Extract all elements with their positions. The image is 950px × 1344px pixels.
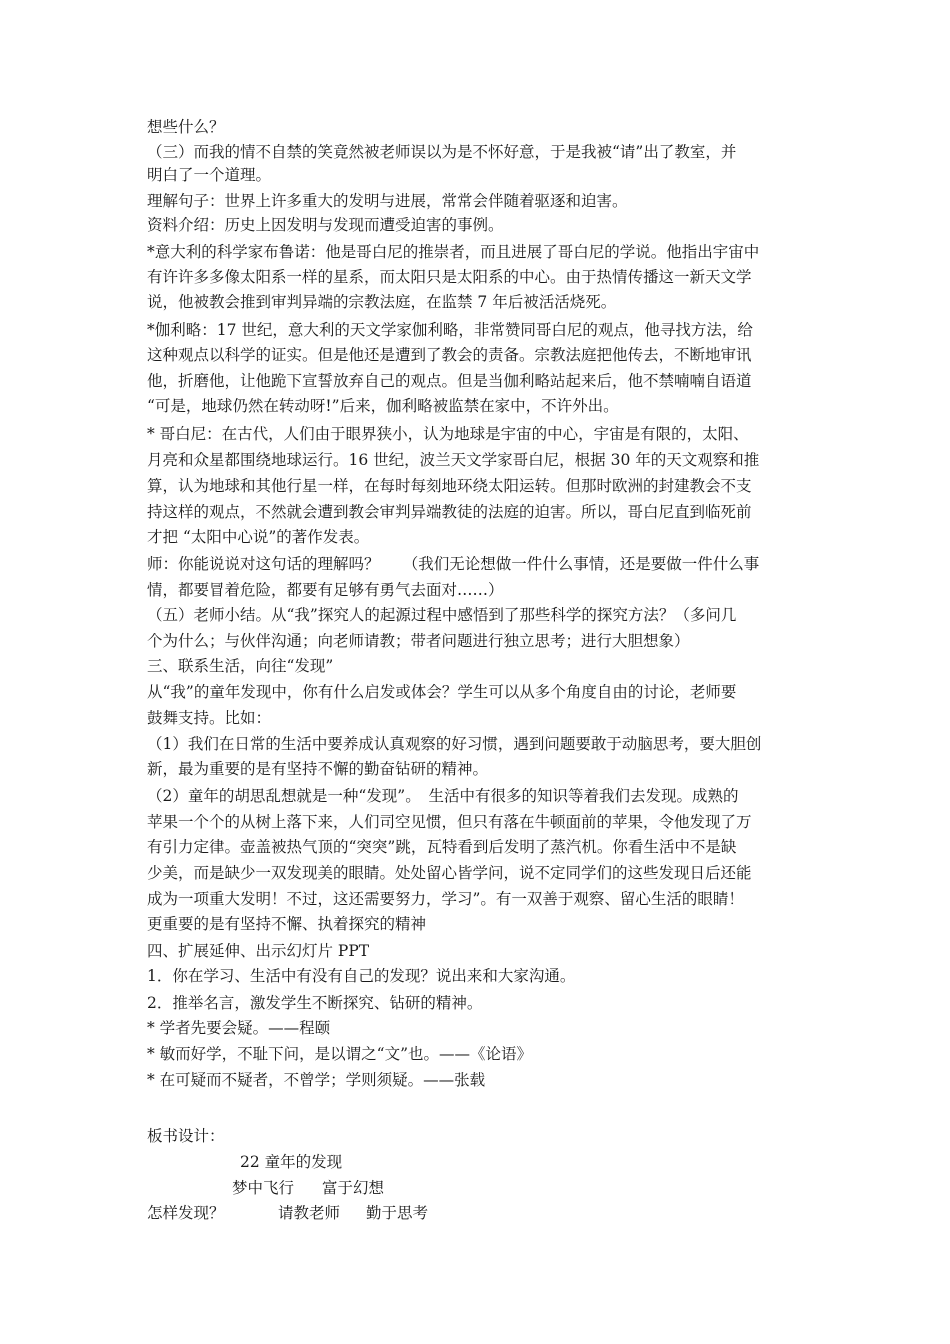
text-line: 算，认为地球和其他行星一样，在每时每刻地环绕太阳运转。但那时欧洲的封建教会不支 — [147, 477, 752, 495]
text-line: 四、扩展延伸、出示幻灯片 PPT — [147, 942, 370, 960]
text-line: * 敏而好学，不耻下问，是以谓之“文”也。——《论语》 — [147, 1045, 533, 1063]
text-line: 明白了一个道理。 — [147, 166, 272, 184]
board-row1-left: 梦中飞行 — [232, 1179, 295, 1197]
text-line: （1）我们在日常的生活中要养成认真观察的好习惯，遇到问题要敢于动脑思考，要大胆创 — [147, 735, 762, 753]
text-line: 少美，而是缺少一双发现美的眼睛。处处留心皆学问，说不定同学们的这些发现日后还能 — [147, 864, 752, 882]
text-line: *意大利的科学家布鲁诺：他是哥白尼的推崇者，而且进展了哥白尼的学说。他指出宇宙中 — [147, 243, 760, 261]
text-line: 有许许多多像太阳系一样的星系，而太阳只是太阳系的中心。由于热情传播这一新天文学 — [147, 268, 752, 286]
text-line: （2）童年的胡思乱想就是一种“发现”。 生活中有很多的知识等着我们去发现。成熟的 — [147, 787, 739, 805]
text-line: “可是，地球仍然在转动呀!”后来，伽利略被监禁在家中，不许外出。 — [147, 397, 619, 415]
text-line: 持这样的观点，不然就会遭到教会审判异端教徒的法庭的迫害。所以，哥白尼直到临死前 — [147, 503, 752, 521]
text-line: 苹果一个个的从树上落下来，人们司空见惯，但只有落在牛顿面前的苹果，令他发现了万 — [147, 813, 752, 831]
text-line: 说，他被教会推到审判异端的宗教法庭，在监禁 7 年后被活活烧死。 — [147, 293, 617, 311]
board-row2-left: 请教老师 — [278, 1204, 341, 1222]
text-line: 情，都要冒着危险，都要有足够有勇气去面对……） — [147, 581, 504, 599]
board-heading: 板书设计： — [147, 1127, 225, 1145]
board-row2-right: 勤于思考 — [366, 1204, 429, 1222]
text-line: * 在可疑而不疑者，不曾学；学则须疑。——张载 — [147, 1071, 486, 1089]
text-line: * 学者先要会疑。——程颐 — [147, 1019, 331, 1037]
text-line: 2．推举名言，激发学生不断探究、钻研的精神。 — [147, 994, 483, 1012]
text-line: 三、联系生活，向往“发现” — [147, 657, 334, 675]
board-row1-right: 富于幻想 — [322, 1179, 385, 1197]
text-line: 新，最为重要的是有坚持不懈的勤奋钻研的精神。 — [147, 760, 489, 778]
text-line: 更重要的是有坚持不懈、执着探究的精神 — [147, 915, 427, 933]
text-line: 他，折磨他，让他跪下宣誓放弃自己的观点。但是当伽利略站起来后，他不禁喃喃自语道 — [147, 372, 752, 390]
text-line: 这种观点以科学的证实。但是他还是遭到了教会的责备。宗教法庭把他传去，不断地审讯 — [147, 346, 752, 364]
text-line: 鼓舞支持。比如： — [147, 709, 272, 727]
text-line: （五）老师小结。从“我”探究人的起源过程中感悟到了那些科学的探究方法？（多问几 — [147, 606, 737, 624]
text-line: 师：你能说说对这句话的理解吗？ （我们无论想做一件什么事情，还是要做一件什么事 — [147, 555, 760, 573]
board-row2-question: 怎样发现？ — [147, 1204, 225, 1222]
text-line: 理解句子：世界上许多重大的发明与进展，常常会伴随着驱逐和迫害。 — [147, 192, 628, 210]
text-line: 月亮和众星都围绕地球运行。16 世纪，波兰天文学家哥白尼，根据 30 年的天文观察和推 — [147, 451, 760, 469]
text-line: 成为一项重大发明！不过，这还需要努力，学习”。有一双善于观察、留心生活的眼睛！ — [147, 890, 744, 908]
text-line: * 哥白尼：在古代，人们由于眼界狭小，认为地球是宇宙的中心，宇宙是有限的，太阳、 — [147, 425, 749, 443]
text-line: （三）而我的情不自禁的笑竟然被老师误以为是不怀好意，于是我被“请”出了教室，并 — [147, 143, 737, 161]
text-line: 资料介绍：历史上因发明与发现而遭受迫害的事例。 — [147, 216, 504, 234]
text-line: 从“我”的童年发现中，你有什么启发或体会？学生可以从多个角度自由的讨论，老师要 — [147, 683, 737, 701]
text-line: 1．你在学习、生活中有没有自己的发现？说出来和大家沟通。 — [147, 967, 576, 985]
text-line: 想些什么？ — [147, 118, 225, 136]
text-line: *伽利略：17 世纪，意大利的天文学家伽利略，非常赞同哥白尼的观点，他寻找方法，给 — [147, 321, 753, 339]
text-line: 个为什么；与伙伴沟通；向老师请教；带者问题进行独立思考；进行大胆想象） — [147, 632, 690, 650]
text-line: 才把 “太阳中心说”的著作发表。 — [147, 528, 370, 546]
board-title: 22 童年的发现 — [240, 1153, 343, 1171]
text-line: 有引力定律。壶盖被热气顶的“突突”跳，瓦特看到后发明了蒸汽机。你看生活中不是缺 — [147, 838, 737, 856]
